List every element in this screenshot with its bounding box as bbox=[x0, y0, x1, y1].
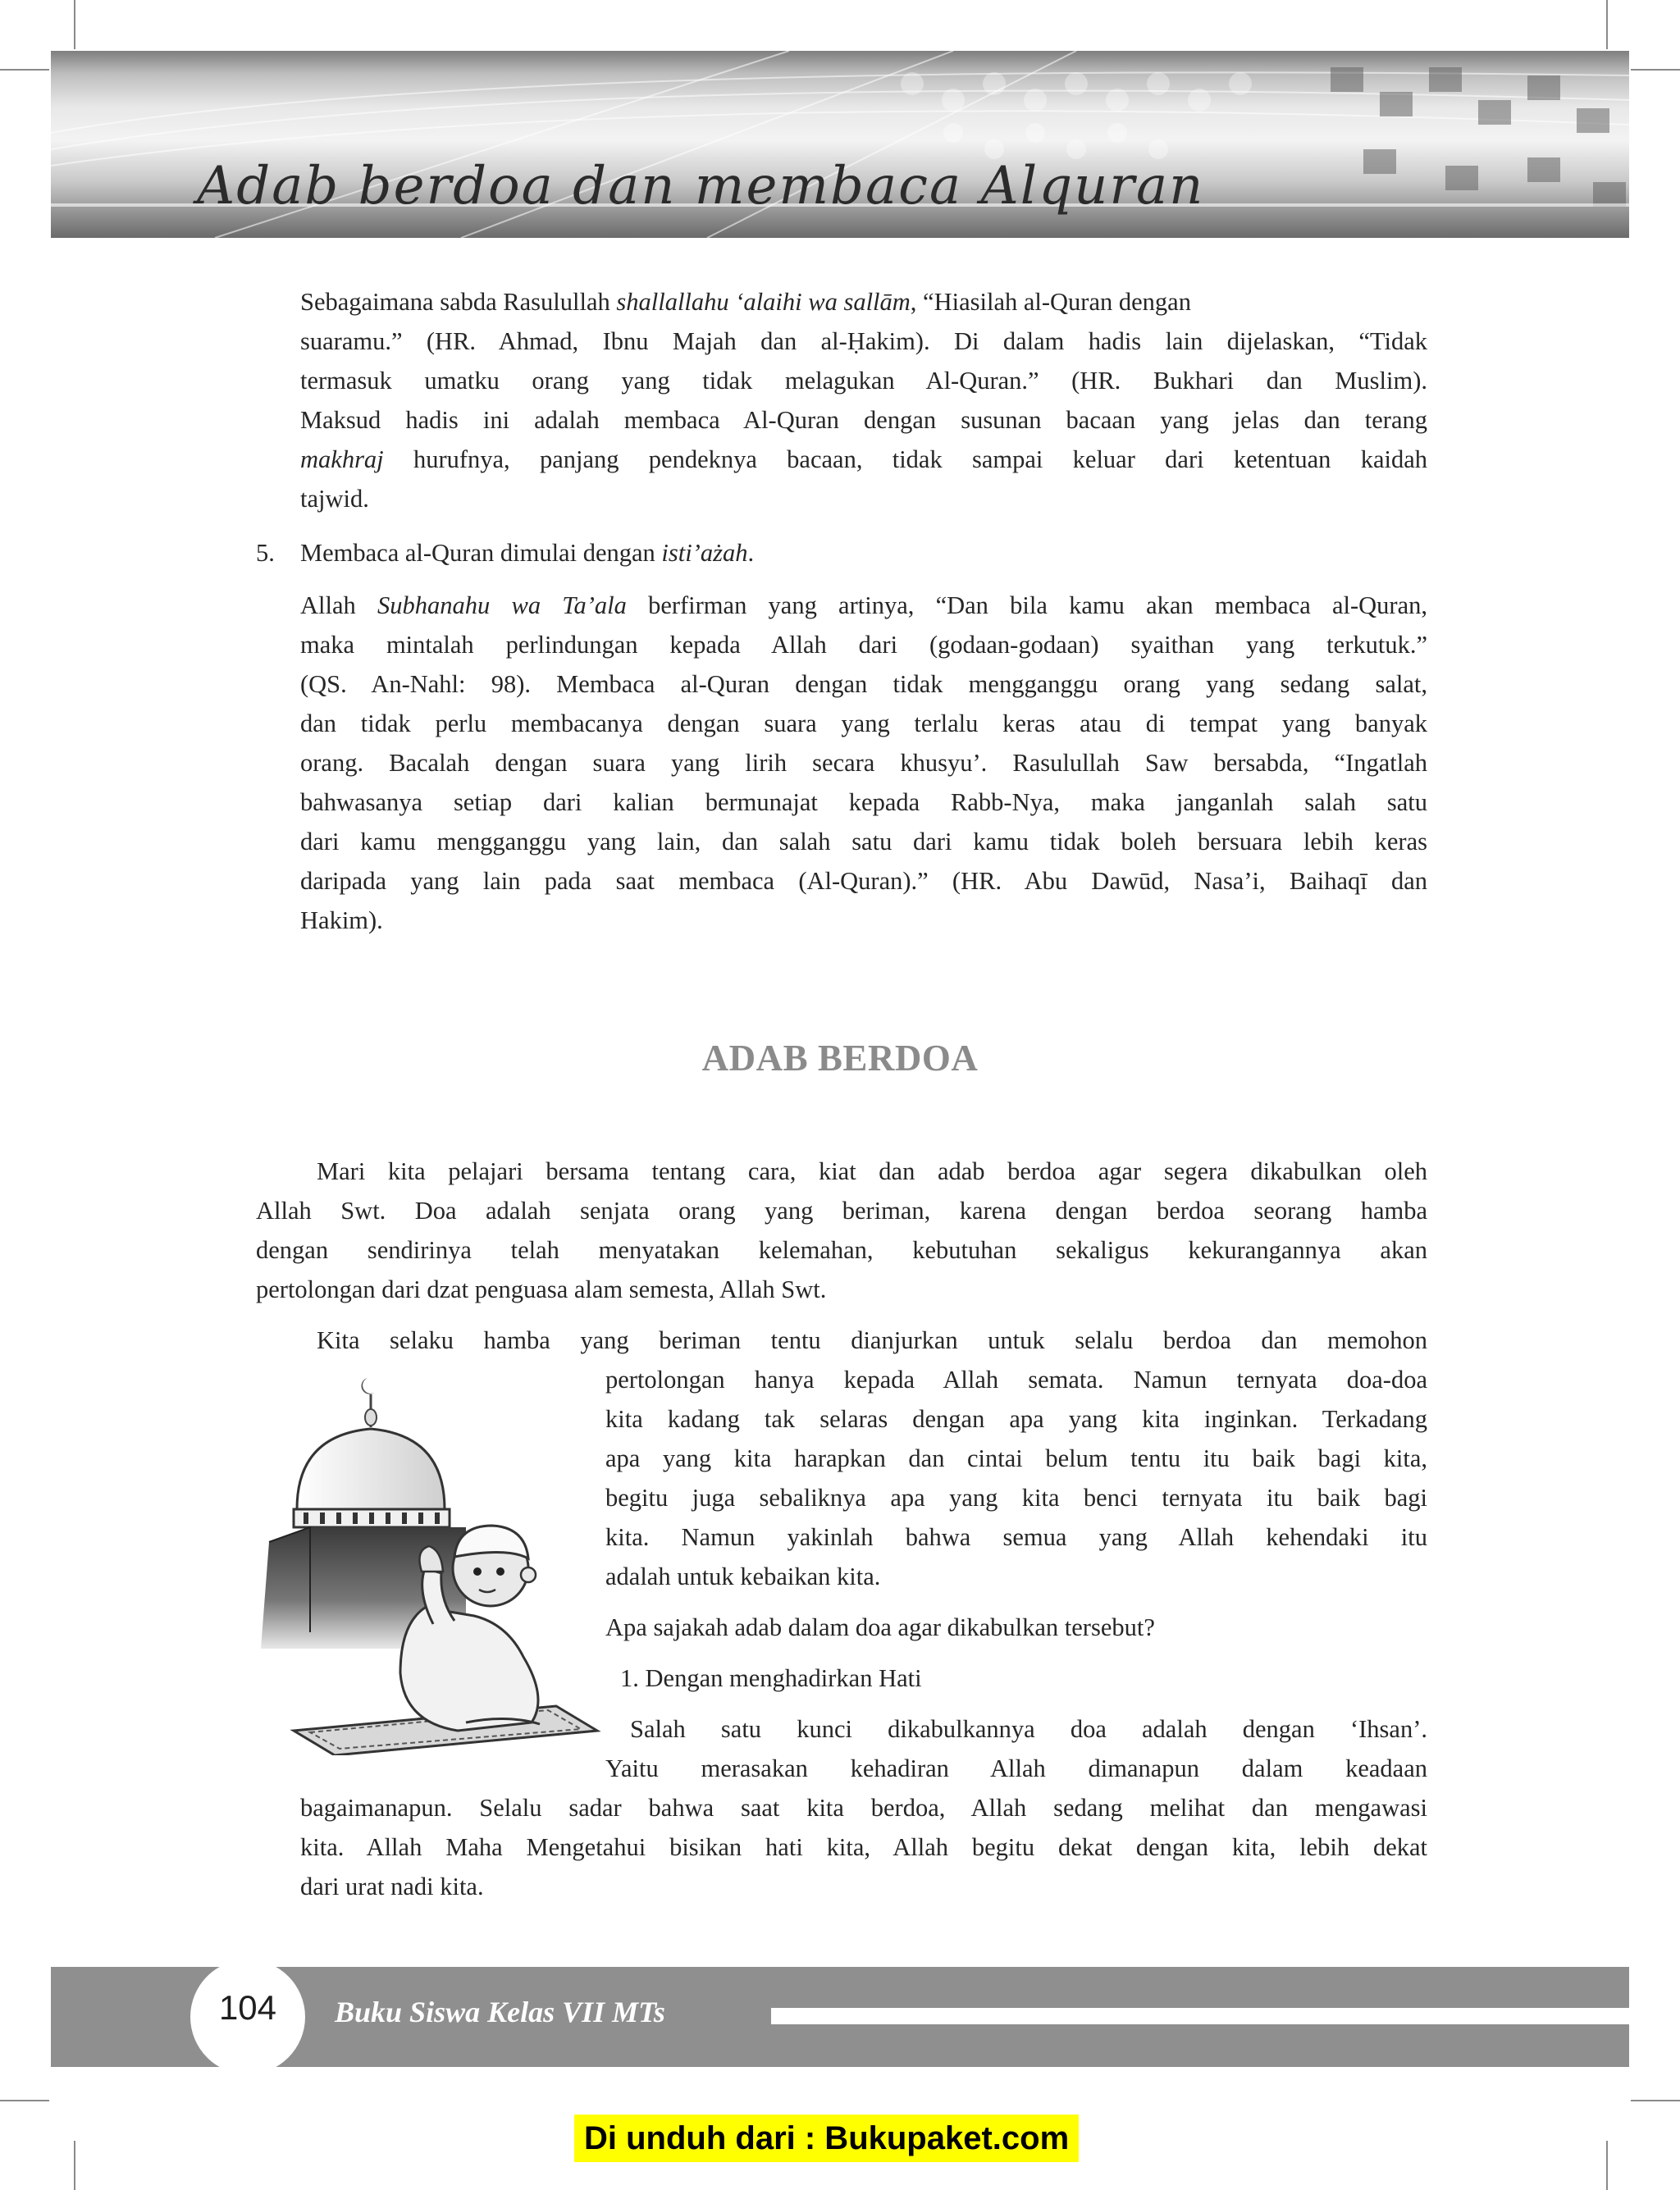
crop-mark bbox=[0, 2100, 49, 2101]
section-title: ADAB BERDOA bbox=[701, 1038, 979, 1079]
text-line: dari urat nadi kita. bbox=[300, 1873, 484, 1900]
crop-mark bbox=[74, 0, 75, 49]
footer-book-title: Buku Siswa Kelas VII MTs bbox=[335, 1996, 665, 2028]
text-line: pertolongan hanya kepada Allah semata. Namun ternyata doa-doa bbox=[605, 1366, 1427, 1394]
text-line: pertolongan dari dzat penguasa alam semesta, Allah Swt. bbox=[256, 1275, 827, 1303]
text-line: bahwasanya setiap dari kalian bermunajat kepada Rabb-Nya, maka janganlah salah satu bbox=[300, 788, 1427, 816]
text-line: makhraj hurufnya, panjang pendeknya bacaan, tidak sampai keluar dari ketentuan kaidah bbox=[300, 445, 1427, 473]
crop-mark bbox=[1606, 0, 1608, 49]
page-number: 104 bbox=[218, 1988, 277, 2027]
page-header-banner bbox=[51, 51, 1629, 238]
text-line: Allah Subhanahu wa Ta’ala berfirman yang artinya, “Dan bila kamu akan membaca al-Quran, bbox=[300, 591, 1427, 619]
text-line: Salah satu kunci dikabulkannya doa adalah dengan ‘Ihsan’. bbox=[630, 1715, 1427, 1743]
crop-mark bbox=[0, 69, 49, 71]
text-line: bagaimanapun. Selalu sadar bahwa saat kita berdoa, Allah sedang melihat dan mengawasi bbox=[300, 1794, 1427, 1822]
text-line: dan tidak perlu membacanya dengan suara yang terlalu keras atau di tempat yang banyak bbox=[300, 709, 1427, 737]
list-item-1: 1. Dengan menghadirkan Hati bbox=[620, 1664, 922, 1692]
crop-mark bbox=[74, 2141, 75, 2190]
text-line: tajwid. bbox=[300, 485, 369, 513]
text-line: adalah untuk kebaikan kita. bbox=[605, 1563, 881, 1590]
text-line: kita. Namun yakinlah bahwa semua yang Allah kehendaki itu bbox=[605, 1523, 1427, 1551]
text-line: maka mintalah perlindungan kepada Allah dari (godaan-godaan) syaithan yang terkutuk.” bbox=[300, 631, 1427, 659]
header-title: Adab berdoa dan membaca Alquran bbox=[197, 156, 1205, 217]
list-item-5: Membaca al-Quran dimulai dengan isti’ażah. bbox=[300, 539, 755, 567]
text-line: begitu juga sebaliknya apa yang kita benci ternyata itu baik bagi bbox=[605, 1484, 1427, 1512]
download-source-link[interactable]: Di unduh dari : Bukupaket.com bbox=[574, 2115, 1079, 2162]
text-line: dengan sendirinya telah menyatakan kelemahan, kebutuhan sekaligus kekurangannya akan bbox=[256, 1236, 1427, 1264]
text-line: (QS. An-Nahl: 98). Membaca al-Quran dengan tidak mengganggu orang yang sedang salat, bbox=[300, 670, 1427, 698]
text-line: kita. Allah Maha Mengetahui bisikan hati kita, Allah begitu dekat dengan kita, lebih dekat bbox=[300, 1833, 1427, 1861]
crop-mark bbox=[1631, 2100, 1680, 2101]
text-line: Kita selaku hamba yang beriman tentu dianjurkan untuk selalu berdoa dan memohon bbox=[317, 1326, 1427, 1354]
footer-divider bbox=[771, 2008, 1629, 2024]
text-line: Apa sajakah adab dalam doa agar dikabulkan tersebut? bbox=[605, 1613, 1155, 1641]
text-line: Mari kita pelajari bersama tentang cara, kiat dan adab berdoa agar segera dikabulkan oleh bbox=[317, 1157, 1427, 1185]
text-line: daripada yang lain pada saat membaca (Al-Quran).” (HR. Abu Dawūd, Nasa’i, Baihaqī dan bbox=[300, 867, 1427, 895]
text-line: apa yang kita harapkan dan cintai belum tentu itu baik bagi kita, bbox=[605, 1444, 1427, 1472]
list-number: 5. bbox=[256, 539, 275, 567]
text-line: Hakim). bbox=[300, 906, 383, 934]
crop-mark bbox=[1631, 69, 1680, 71]
text-line: orang. Bacalah dengan suara yang lirih secara khusyu’. Rasulullah Saw bersabda, “Ingatlah bbox=[300, 749, 1427, 777]
text-line: termasuk umatku orang yang tidak melagukan Al-Quran.” (HR. Bukhari dan Muslim). bbox=[300, 367, 1427, 395]
text-line: Yaitu merasakan kehadiran Allah dimanapun dalam keadaan bbox=[605, 1754, 1427, 1782]
text-line: Maksud hadis ini adalah membaca Al-Quran dengan susunan bacaan yang jelas dan terang bbox=[300, 406, 1427, 434]
text-line: suaramu.” (HR. Ahmad, Ibnu Majah dan al-Ḥakim). Di dalam hadis lain dijelaskan, “Tidak bbox=[300, 327, 1427, 355]
text-line: dari kamu mengganggu yang lain, dan salah satu dari kamu tidak boleh bersuara lebih keras bbox=[300, 828, 1427, 855]
crop-mark bbox=[1606, 2141, 1608, 2190]
praying-child-mosque-icon bbox=[261, 1378, 605, 1755]
text-line: Allah Swt. Doa adalah senjata orang yang beriman, karena dengan berdoa seorang hamba bbox=[256, 1197, 1427, 1225]
text-line: kita kadang tak selaras dengan apa yang kita inginkan. Terkadang bbox=[605, 1405, 1427, 1433]
paragraph-hadith: Sebagaimana sabda Rasulullah shallallahu ‘alaihi wa sallām, “Hiasilah al-Quran dengan bbox=[300, 288, 1191, 316]
